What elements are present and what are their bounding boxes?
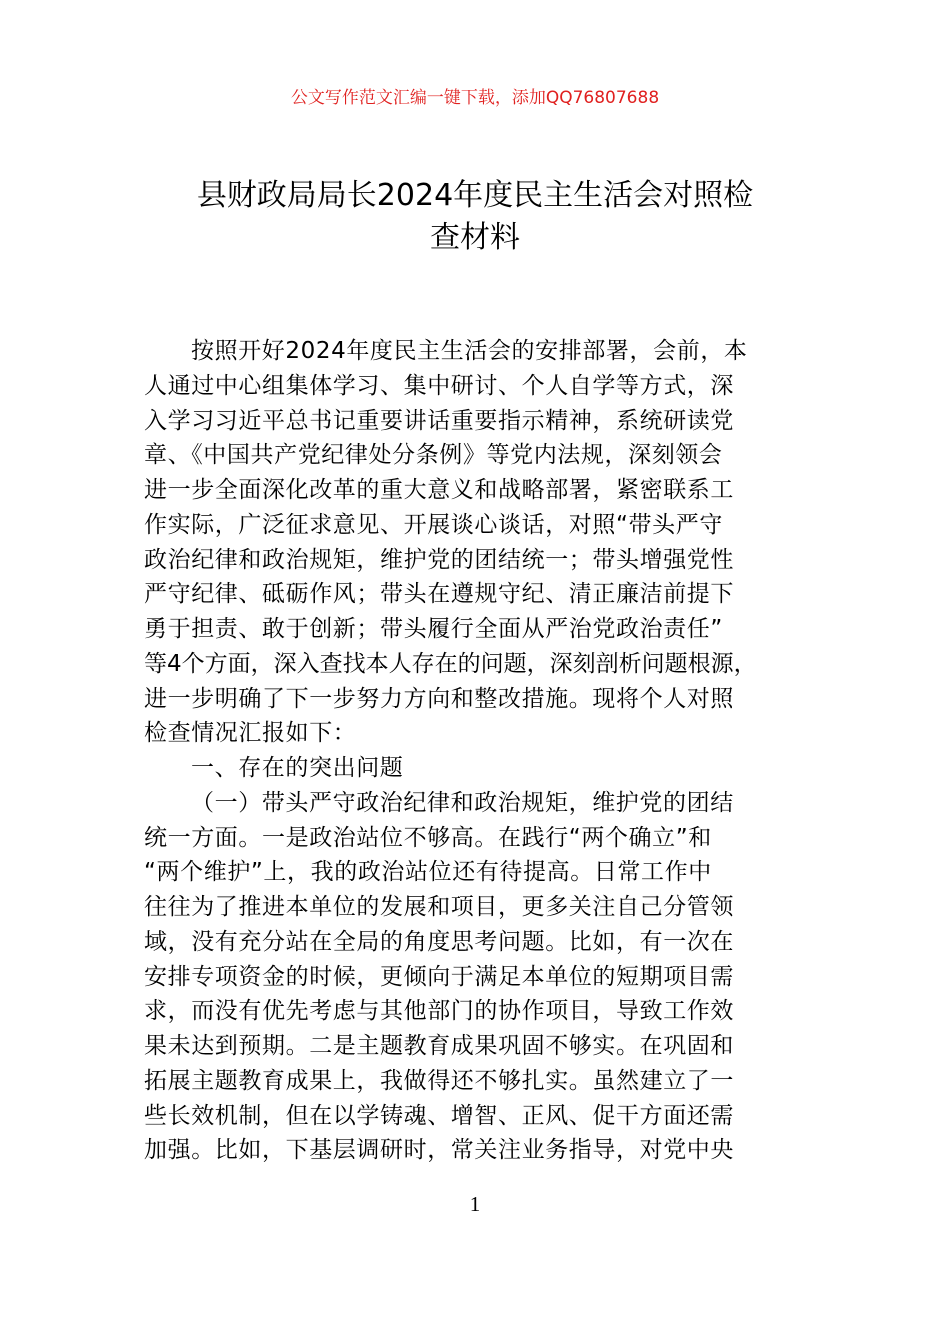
subsection-paragraph-line: 拓展主题教育成果上，我做得还不够扎实。虽然建立了一 [144,1067,734,1094]
subsection-paragraph-line: 加强。比如，下基层调研时，常关注业务指导，对党中央 [144,1137,734,1164]
page-number: 1 [469,1192,481,1216]
paragraph-intro-line: 人通过中心组集体学习、集中研讨、个人自学等方式，深 [144,372,734,399]
subsection-paragraph-line: 些长效机制，但在以学铸魂、增智、正风、促干方面还需 [144,1102,734,1129]
paragraph-intro-line: 章、《中国共产党纪律处分条例》等党内法规，深刻领会 [144,442,723,469]
document-body [144,334,812,1168]
paragraph-intro-line: 严守纪律、砥砺作风；带头在遵规守纪、清正廉洁前提下 [144,581,734,608]
subsection-paragraph-line: “两个维护”上，我的政治站位还有待提高。日常工作中 [144,859,712,886]
paragraph-intro-line: 作实际，广泛征求意见、开展谈心谈话，对照“带头严守 [144,511,723,538]
paragraph-intro-line: 等4个方面，深入查找本人存在的问题，深刻剖析问题根源， [144,650,757,677]
document-title-line-1: 县财政局局长2024年度民主生活会对照检 [196,178,754,213]
subsection-paragraph-line: 域，没有充分站在全局的角度思考问题。比如，有一次在 [144,928,734,955]
subsection-paragraph-line: 果未达到预期。二是主题教育成果巩固不够实。在巩固和 [144,1033,734,1059]
paragraph-intro-line: 政治纪律和政治规矩，维护党的团结统一；带头增强党性 [144,546,734,573]
paragraph-intro-line: 进一步明确了下一步努力方向和整改措施。现将个人对照 [144,685,734,712]
section-heading: 一、存在的突出问题 [191,755,404,781]
paragraph-intro-line: 进一步全面深化改革的重大意义和战略部署，紧密联系工 [144,477,734,503]
subsection-paragraph-line: （一）带头严守政治纪律和政治规矩，维护党的团结 [191,789,734,816]
download-notice: 公文写作范文汇编一键下载，添加QQ76807688 [290,88,660,108]
subsection-paragraph-line: 求，而没有优先考虑与其他部门的协作项目，导致工作效 [144,998,734,1025]
paragraph-intro-line: 勇于担责、敢于创新；带头履行全面从严治党政治责任” [144,616,723,642]
document-title-line-2: 查材料 [430,220,520,255]
subsection-paragraph-line: 往往为了推进本单位的发展和项目，更多关注自己分管领 [144,894,734,920]
paragraph-intro-line: 入学习习近平总书记重要讲话重要指示精神，系统研读党 [144,407,734,434]
subsection-paragraph-line: 安排专项资金的时候，更倾向于满足本单位的短期项目需 [144,963,734,990]
subsection-paragraph-line: 统一方面。一是政治站位不够高。在践行“两个确立”和 [144,824,712,851]
paragraph-intro-line: 按照开好2024年度民主生活会的安排部署，会前，本 [191,338,748,364]
paragraph-intro-line: 检查情况汇报如下： [144,720,357,747]
